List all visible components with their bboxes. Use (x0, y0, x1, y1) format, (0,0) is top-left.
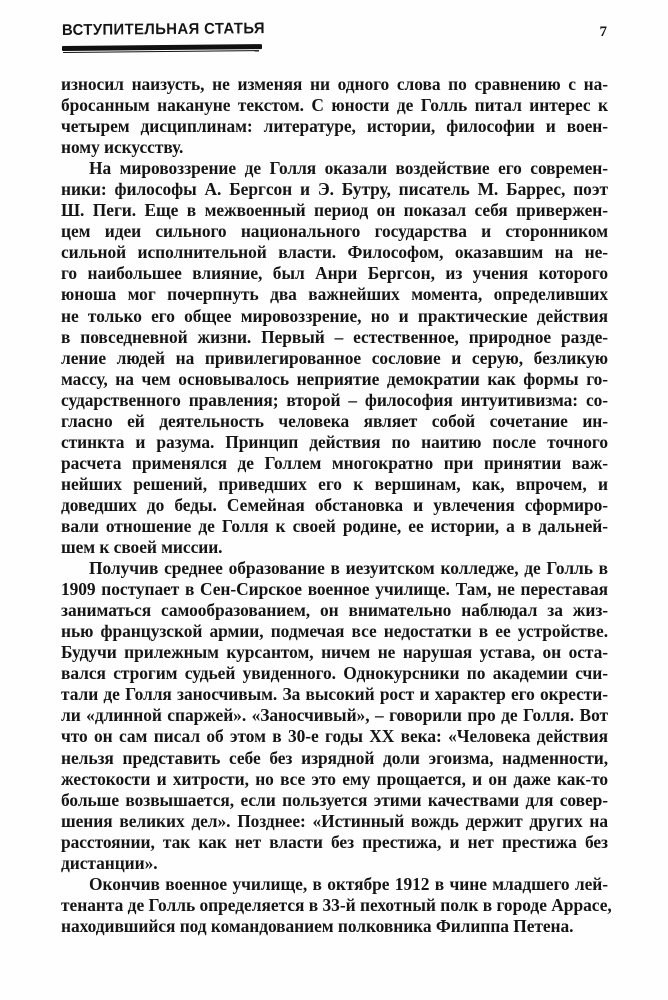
text-line: массу, на чем основывалось неприятие демократии как формы го- (61, 368, 608, 389)
text-line: шем к своей миссии. (61, 537, 223, 558)
paragraph (61, 74, 608, 158)
text-line: заниматься самообразованием, он внимательно наблюдал за жиз- (61, 600, 608, 621)
text-line: дистанции». (61, 852, 158, 873)
text-line: На мировоззрение де Голля оказали воздействие его современ- (89, 158, 608, 179)
text-line: нельзя представить себе без изрядной доли эгоизма, надменности, (61, 747, 608, 768)
text-line: нью французской армии, подмечая все недостатки в ее устройстве. (61, 621, 608, 642)
text-line: четырем дисциплинам: литературе, истории, философии и воен- (61, 116, 608, 137)
body-text (61, 74, 612, 937)
text-line: расстоянии, так как нет власти без престижа, и нет престижа без (61, 831, 608, 852)
text-line: тали де Голля заносчивым. За высокий рост и характер его окрести- (61, 684, 608, 705)
text-line: ли «длинной спаржей». «Заносчивый», – говорили про де Голля. Вот (61, 705, 608, 726)
running-head-title: ВСТУПИТЕЛЬНАЯ СТАТЬЯ (61, 20, 265, 39)
text-line: жестокости и хитрости, но все это ему прощается, и он даже как-то (61, 768, 608, 789)
text-line: тенанта де Голль определяется в 33-й пехотный полк в городе Аррасе, (61, 894, 612, 915)
text-line: больше возвышается, если пользуется этими качествами для совер- (61, 789, 608, 810)
text-line: сильной исполнительной власти. Философом, оказавшим на не- (61, 242, 608, 263)
paragraph (61, 558, 608, 874)
page-number: 7 (599, 24, 607, 40)
text-line: ному искусству. (61, 137, 184, 158)
running-head-rule (62, 44, 262, 51)
text-line: 1909 поступает в Сен-Сирское военное училище. Там, не переставая (61, 579, 608, 600)
text-line: шения великих дел». Позднее: «Истинный вождь держит других на (61, 810, 608, 831)
text-line: вался строгим судьей увиденного. Однокурсники по академии счи- (61, 663, 608, 684)
text-line: расчета применялся де Голлем многократно при принятии важ- (61, 452, 608, 473)
text-line: доведших до беды. Семейная обстановка и увлечения сформиро- (61, 494, 608, 515)
paragraph (61, 873, 612, 937)
text-line: стинкта и разума. Принцип действия по наитию после точного (61, 431, 608, 452)
text-line: сударственного правления; второй – философия интуитивизма: со- (61, 389, 608, 410)
text-line: Получив среднее образование в иезуитском колледже, де Голль в (89, 558, 608, 579)
text-line: что он сам писал об этом в 30-е годы XX века: «Человека действия (61, 726, 608, 747)
text-line: вали отношение де Голля к своей родине, ее истории, а в дальней- (61, 515, 608, 536)
text-line: в повседневной жизни. Первый – естественное, природное разде- (61, 326, 608, 347)
text-line: находившийся под командованием полковника Филиппа Петена. (61, 915, 574, 936)
text-line: бросанным накануне текстом. С юности де Голль питал интерес к (61, 95, 608, 116)
text-line: гласно ей деятельность человека являет собой сочетание ин- (61, 410, 608, 431)
text-line: Окончив военное училище, в октябре 1912 в чине младшего лей- (89, 873, 608, 894)
running-head (62, 22, 607, 56)
text-line: юноша мог почерпнуть два важнейших момента, определивших (61, 284, 608, 305)
text-line: го наибольшее влияние, был Анри Бергсон, из учения которого (61, 263, 608, 284)
text-line: Ш. Пеги. Еще в межвоенный период он показал себя привержен- (61, 200, 608, 221)
text-line: ники: философы А. Бергсон и Э. Бутру, писатель М. Баррес, поэт (61, 179, 608, 200)
paragraph (61, 158, 608, 558)
text-line: ление людей на привилегированное сословие и серую, безликую (61, 347, 608, 368)
text-line: цем идеи сильного национального государства и сторонником (61, 221, 608, 242)
text-line: износил наизусть, не изменяя ни одного слова по сравнению с на- (61, 74, 608, 94)
text-line: Будучи прилежным курсантом, ничем не нарушая устава, он оста- (61, 642, 608, 663)
text-line: нейших решений, приведших его к вершинам, как, впрочем, и (61, 473, 608, 494)
text-line: не только его общее мировоззрение, но и практические действия (61, 305, 608, 326)
